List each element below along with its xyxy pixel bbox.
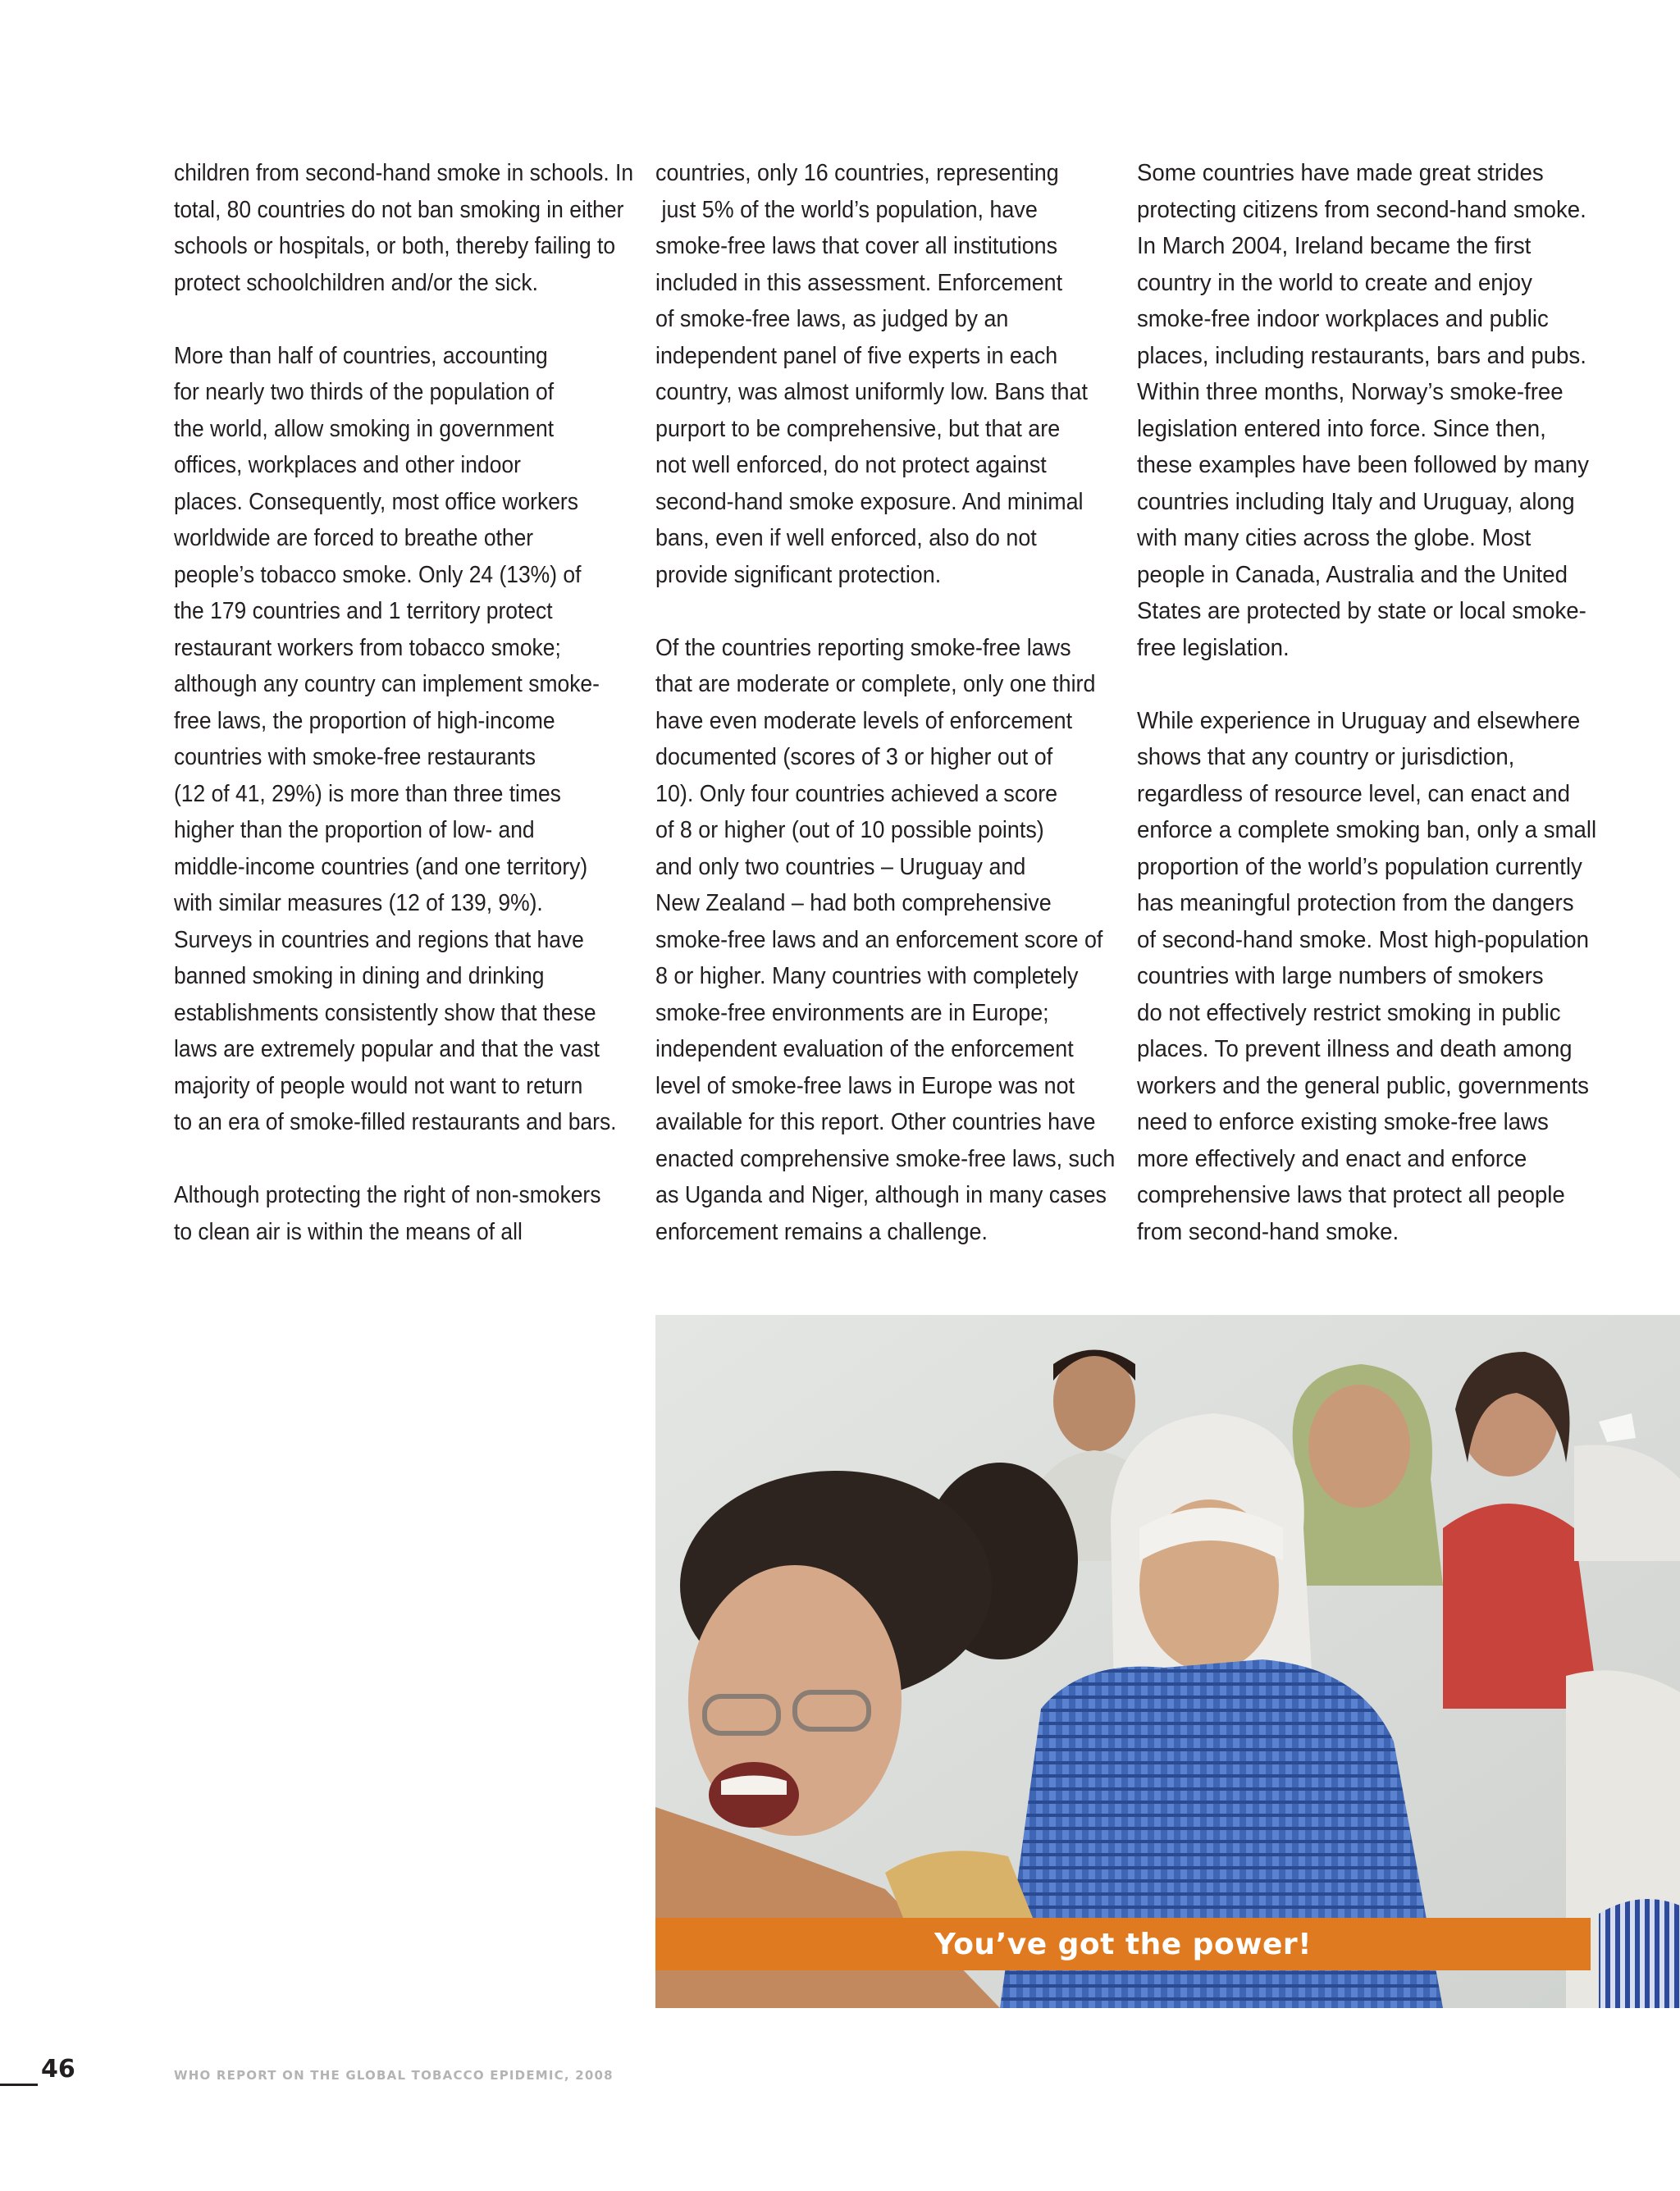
running-title: WHO REPORT ON THE GLOBAL TOBACCO EPIDEMIC, 2008 [174,2068,614,2083]
body-text-line: places, including restaurants, bars and pubs. [1137,342,1586,369]
body-text-line: need to enforce existing smoke-free laws [1137,1109,1549,1135]
body-text-line: majority of people would not want to return [174,1072,583,1099]
body-text-line: the 179 countries and 1 territory protect [174,598,553,624]
body-text-line: More than half of countries, accounting [174,342,548,369]
body-text-line: countries with large numbers of smokers [1137,963,1544,989]
body-text-line: regardless of resource level, can enact and [1137,780,1570,807]
body-text-line: enforce a complete smoking ban, only a small [1137,817,1597,843]
body-text-line: laws are extremely popular and that the vast [174,1036,600,1062]
body-text-line: 8 or higher. Many countries with completely [655,963,1079,989]
body-text-line: enforcement remains a challenge. [655,1218,988,1245]
page-number: 46 [41,2055,75,2084]
body-text-line: available for this report. Other countries have [655,1109,1096,1135]
body-text-line: country, was almost uniformly low. Bans that [655,379,1088,405]
body-text-line: proportion of the world’s population currently [1137,853,1582,880]
body-text-line: the world, allow smoking in government [174,415,555,442]
body-text-line: free legislation. [1137,634,1290,661]
body-text-line: places. To prevent illness and death among [1137,1036,1573,1062]
photo-caption: You’ve got the power! [934,1927,1312,1961]
paragraph-gap [174,1141,593,1178]
body-text-line: smoke-free indoor workplaces and public [1137,306,1549,332]
body-text-line: countries, only 16 countries, representing [655,160,1059,186]
body-text-line: to an era of smoke-filled restaurants and bars. [174,1109,617,1135]
body-text-line: Although protecting the right of non-smokers [174,1182,601,1208]
body-text-line: smoke-free laws and an enforcement score of [655,926,1103,953]
body-text-line: these examples have been followed by many [1137,452,1589,478]
body-text-line: of smoke-free laws, as judged by an [655,306,1009,332]
text-column-1 [174,155,634,1250]
body-text-line: level of smoke-free laws in Europe was not [655,1072,1075,1099]
body-text-line: bans, even if well enforced, also do not [655,525,1037,551]
body-text-line: have even moderate levels of enforcement [655,707,1073,734]
body-text-line: States are protected by state or local smoke- [1137,598,1586,624]
body-text-line: independent panel of five experts in each [655,342,1058,369]
body-text-line: documented (scores of 3 or higher out of [655,744,1053,770]
body-text-line: not well enforced, do not protect against [655,452,1047,478]
body-text-line: 10). Only four countries achieved a score [655,780,1058,807]
body-text-line: as Uganda and Niger, although in many cases [655,1182,1107,1208]
footer-rule [0,2084,38,2086]
body-text-line: included in this assessment. Enforcement [655,269,1063,296]
paragraph-gap [174,301,593,338]
photo-caption-bar [655,1918,1591,1970]
body-text-line: shows that any country or jurisdiction, [1137,744,1515,770]
text-column-2 [655,155,1116,1250]
body-text-line: free laws, the proportion of high-income [174,707,555,734]
body-text-line: people’s tobacco smoke. Only 24 (13%) of [174,561,582,588]
body-text-line: places. Consequently, most office workers [174,488,578,515]
body-text-line: banned smoking in dining and drinking [174,963,545,989]
body-text-line: countries with smoke-free restaurants [174,744,536,770]
body-text-line: to clean air is within the means of all [174,1218,523,1245]
body-text-line: more effectively and enact and enforce [1137,1145,1527,1172]
body-text-line: people in Canada, Australia and the United [1137,561,1568,588]
body-text-line: restaurant workers from tobacco smoke; [174,634,561,661]
body-text-line: from second-hand smoke. [1137,1218,1399,1245]
body-text-line: workers and the general public, governments [1137,1072,1589,1099]
body-text-line: of 8 or higher (out of 10 possible points) [655,817,1044,843]
body-text-line: comprehensive laws that protect all people [1137,1182,1565,1208]
body-text-line: children from second-hand smoke in schools. In [174,160,634,186]
body-text-line: Of the countries reporting smoke-free laws [655,634,1071,661]
body-text-line: enacted comprehensive smoke-free laws, such [655,1145,1116,1172]
paragraph-gap [1137,666,1574,703]
body-text-line: Surveys in countries and regions that have [174,926,584,953]
paragraph-gap [655,593,1081,630]
body-text-line: establishments consistently show that these [174,999,596,1026]
body-text-line: just 5% of the world’s population, have [655,196,1038,223]
body-text-line: of second-hand smoke. Most high-population [1137,926,1589,953]
body-text-line: While experience in Uruguay and elsewhere [1137,707,1581,734]
body-text-line: protect schoolchildren and/or the sick. [174,269,538,296]
body-text-line: legislation entered into force. Since then, [1137,415,1546,442]
body-text-line: has meaningful protection from the dangers [1137,890,1574,916]
body-text-line: purport to be comprehensive, but that are [655,415,1061,442]
body-text-line: protecting citizens from second-hand smoke. [1137,196,1586,223]
body-text-line: Some countries have made great strides [1137,160,1544,186]
body-text-line: worldwide are forced to breathe other [174,525,534,551]
body-text-line: with similar measures (12 of 139, 9%). [174,890,543,916]
body-text-line: that are moderate or complete, only one third [655,671,1096,697]
body-text-line: smoke-free environments are in Europe; [655,999,1049,1026]
body-text-line: Within three months, Norway’s smoke-free [1137,379,1564,405]
text-column-3 [1137,155,1597,1250]
body-text-line: smoke-free laws that cover all institutions [655,233,1058,259]
body-text-line: (12 of 41, 29%) is more than three times [174,780,561,807]
body-text-line: total, 80 countries do not ban smoking in either [174,196,624,223]
body-text-line: countries including Italy and Uruguay, along [1137,488,1575,515]
body-text-line: schools or hospitals, or both, thereby failing to [174,233,616,259]
body-text-line: with many cities across the globe. Most [1137,525,1532,551]
body-text-line: middle-income countries (and one territory) [174,853,588,880]
body-text-line: do not effectively restrict smoking in public [1137,999,1561,1026]
body-text-line: provide significant protection. [655,561,942,588]
body-text-line: higher than the proportion of low- and [174,817,535,843]
body-text-line: independent evaluation of the enforcement [655,1036,1074,1062]
body-text-line: second-hand smoke exposure. And minimal [655,488,1084,515]
body-text-line: although any country can implement smoke- [174,671,600,697]
body-text-line: for nearly two thirds of the population of [174,379,555,405]
body-text-line: and only two countries – Uruguay and [655,853,1026,880]
students-photo [655,1315,1680,2008]
body-text-line: country in the world to create and enjoy [1137,269,1532,296]
body-text-line: In March 2004, Ireland became the first [1137,233,1532,259]
body-text-line: offices, workplaces and other indoor [174,452,521,478]
body-text-line: New Zealand – had both comprehensive [655,890,1052,916]
